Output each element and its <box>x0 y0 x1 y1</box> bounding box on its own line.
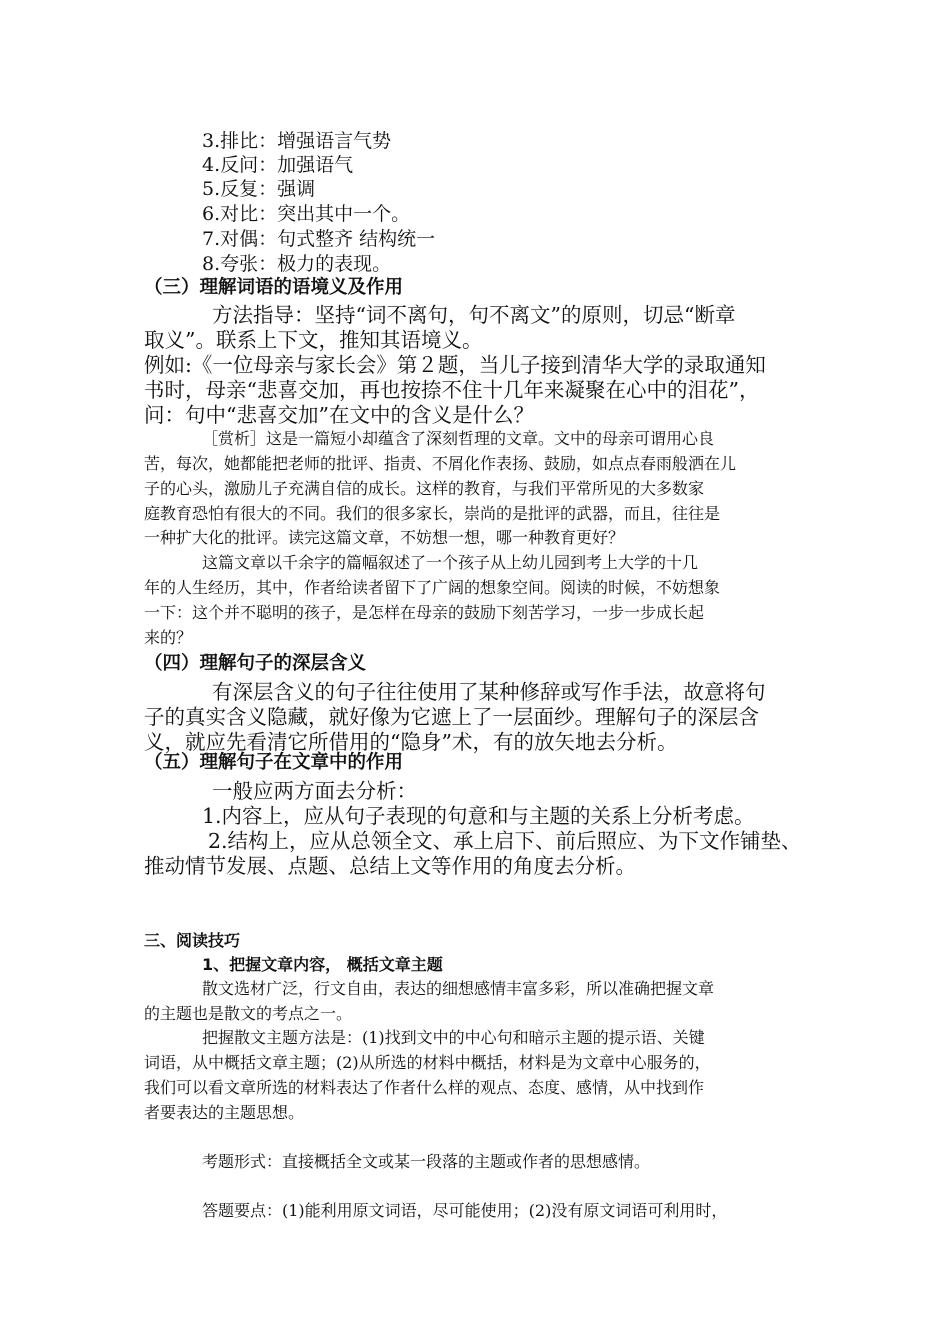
analysis-line: 苦，每次，她都能把老师的批评、指责、不屑化作表扬、鼓励，如点点春雨般洒在儿 <box>144 454 737 473</box>
section3-heading: （三）理解词语的语境义及作用 <box>144 277 404 298</box>
part3-heading: 三、阅读技巧 <box>144 931 241 950</box>
part3-subheading: 1、把握文章内容， 概括文章主题 <box>202 955 443 974</box>
section5-intro: 一般应两方面去分析： <box>212 779 417 803</box>
section3-example-line: 例如:《一位母亲与家长会》第２题，当儿子接到清华大学的录取通知 <box>144 353 766 377</box>
list-item-rhetorical-question: 4.反问：加强语气 <box>202 154 354 176</box>
section4-body-line: 子的真实含义隐藏，就好像为它遮上了一层面纱。理解句子的深层含 <box>144 705 759 729</box>
analysis-line: ［赏析］这是一篇短小却蕴含了深刻哲理的文章。文中的母亲可谓用心良 <box>202 429 715 448</box>
analysis-line: 子的心头，激励儿子充满自信的成长。这样的教育，与我们平常所见的大多数家 <box>144 479 705 498</box>
section5-point2-line: 推动情节发展、点题、总结上文等作用的角度去分析。 <box>144 854 636 878</box>
section5-point2-line: 2.结构上，应从总领全文、承上启下、前后照应、为下文作铺垫、 <box>208 829 802 853</box>
part3-para2-line: 者要表达的主题思想。 <box>144 1103 305 1122</box>
section5-point1: 1.内容上，应从句子表现的句意和与主题的关系上分析考虑。 <box>202 804 755 828</box>
part3-para1-line: 的主题也是散文的考点之一。 <box>144 1004 353 1023</box>
part3-para2-line: 我们可以看文章所选的材料表达了作者什么样的观点、态度、感情，从中找到作 <box>144 1078 705 1097</box>
part3-para2-line: 词语，从中概括文章主题；(2)从所选的材料中概括，材料是为文章中心服务的， <box>144 1053 711 1072</box>
analysis-line: 一种扩大化的批评。读完这篇文章，不妨想一想，哪一种教育更好？ <box>144 528 625 547</box>
question-form: 考题形式：直接概括全文或某一段落的主题或作者的思想感情。 <box>202 1152 651 1171</box>
list-item-contrast: 6.对比：突出其中一个。 <box>202 203 411 225</box>
analysis2-line: 这篇文章以千余字的篇幅叙述了一个孩子从上幼儿园到考上大学的十几 <box>202 553 699 572</box>
section3-method-line: 方法指导：坚持“词不离句，句不离文”的原则，切忌“断章 <box>212 303 736 327</box>
section3-method-line: 取义”。联系上下文，推知其语境义。 <box>144 328 483 352</box>
list-item-repetition: 5.反复：强调 <box>202 178 316 200</box>
section3-example-line: 问：句中“悲喜交加”在文中的含义是什么？ <box>144 403 534 427</box>
analysis2-line: 一下：这个并不聪明的孩子，是怎样在母亲的鼓励下刻苦学习，一步一步成长起 <box>144 603 705 622</box>
section4-body-line: 义，就应先看清它所借用的“隐身”术，有的放矢地去分析。 <box>144 730 678 754</box>
answer-points: 答题要点：(1)能利用原文词语，尽可能使用；(2)没有原文词语可利用时， <box>202 1201 728 1220</box>
list-item-hyperbole: 8.夸张：极力的表现。 <box>202 253 392 275</box>
analysis2-line: 来的？ <box>144 628 193 647</box>
list-item-antithesis: 7.对偶：句式整齐 结构统一 <box>202 228 436 250</box>
section5-heading: （五）理解句子在文章中的作用 <box>144 752 404 773</box>
section4-heading: （四）理解句子的深层含义 <box>144 653 367 674</box>
analysis2-line: 年的人生经历，其中，作者给读者留下了广阔的想象空间。阅读的时候，不妨想象 <box>144 578 721 597</box>
section4-body-line: 有深层含义的句子往往使用了某种修辞或写作手法，故意将句 <box>212 680 766 704</box>
part3-para2-line: 把握散文主题方法是：(1)找到文中的中心句和暗示主题的提示语、关键 <box>202 1028 705 1047</box>
section3-example-line: 书时，母亲“悲喜交加，再也按捺不住十几年来凝聚在心中的泪花”， <box>144 378 760 402</box>
part3-para1-line: 散文选材广泛，行文自由，表达的细想感情丰富多彩，所以准确把握文章 <box>202 979 715 998</box>
analysis-line: 庭教育恐怕有很大的不同。我们的很多家长，崇尚的是批评的武器，而且，往往是 <box>144 504 721 523</box>
list-item-parallelism: 3.排比：增强语言气势 <box>202 130 392 152</box>
